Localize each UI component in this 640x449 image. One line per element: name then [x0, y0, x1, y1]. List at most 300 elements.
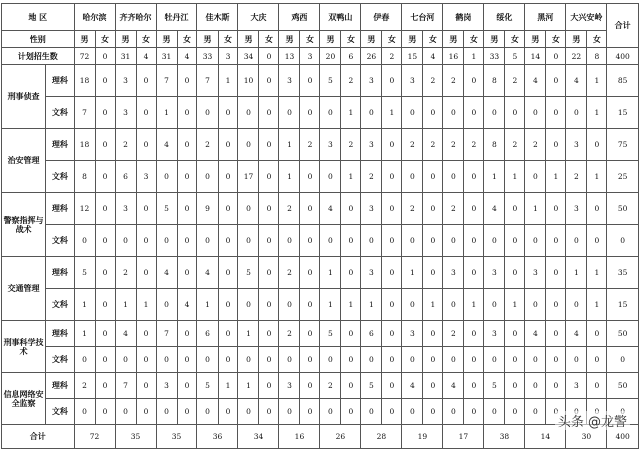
plan-cell: 8 — [587, 48, 607, 65]
data-cell: 0 — [136, 129, 156, 161]
subject-label: 文科 — [46, 347, 74, 373]
data-cell: 0 — [402, 347, 423, 373]
data-cell: 1 — [341, 97, 361, 129]
data-cell: 0 — [546, 289, 566, 321]
data-cell: 0 — [156, 347, 177, 373]
data-cell: 0 — [505, 321, 525, 347]
data-cell: 4 — [443, 373, 464, 399]
subject-label: 文科 — [46, 289, 74, 321]
data-cell: 4 — [402, 373, 423, 399]
data-cell: 4 — [484, 193, 505, 225]
data-cell: 0 — [546, 373, 566, 399]
data-cell: 0 — [382, 129, 402, 161]
total-cell: 17 — [443, 425, 484, 449]
female-label: 女 — [177, 31, 197, 48]
table-row — [2, 347, 639, 373]
data-cell: 0 — [484, 97, 505, 129]
data-cell: 0 — [136, 321, 156, 347]
data-cell: 0 — [587, 373, 607, 399]
data-cell: 2 — [115, 129, 136, 161]
data-cell: 0 — [259, 225, 279, 257]
region-name: 齐齐哈尔 — [115, 4, 156, 31]
data-cell: 6 — [361, 321, 382, 347]
data-cell: 0 — [484, 289, 505, 321]
data-cell: 0 — [218, 193, 238, 225]
subject-label: 理科 — [46, 193, 74, 225]
total-cell: 72 — [74, 425, 115, 449]
data-cell: 5 — [320, 321, 341, 347]
data-cell: 7 — [115, 373, 136, 399]
data-cell: 3 — [361, 257, 382, 289]
data-cell: 0 — [177, 373, 197, 399]
data-cell: 3 — [402, 65, 423, 97]
data-cell: 0 — [525, 225, 546, 257]
data-cell: 0 — [443, 161, 464, 193]
data-cell: 0 — [341, 225, 361, 257]
data-cell: 0 — [197, 161, 218, 193]
data-cell: 1 — [197, 289, 218, 321]
data-cell: 0 — [587, 193, 607, 225]
plan-cell: 33 — [197, 48, 218, 65]
subject-label: 理科 — [46, 129, 74, 161]
data-cell: 0 — [566, 225, 587, 257]
data-cell: 0 — [566, 289, 587, 321]
data-cell: 0 — [156, 399, 177, 425]
data-cell: 0 — [115, 347, 136, 373]
subject-label: 文科 — [46, 399, 74, 425]
subject-label: 理科 — [46, 257, 74, 289]
data-cell: 0 — [423, 225, 443, 257]
data-cell: 0 — [320, 399, 341, 425]
table-row — [2, 65, 639, 97]
female-label: 女 — [300, 31, 320, 48]
data-cell: 1 — [382, 97, 402, 129]
plan-cell: 4 — [177, 48, 197, 65]
data-cell: 3 — [279, 65, 300, 97]
plan-cell: 0 — [259, 48, 279, 65]
data-cell: 0 — [587, 347, 607, 373]
male-label: 男 — [361, 31, 382, 48]
data-cell: 5 — [361, 373, 382, 399]
data-cell: 7 — [197, 65, 218, 97]
data-cell: 5 — [238, 257, 259, 289]
data-cell: 0 — [484, 225, 505, 257]
data-cell: 0 — [218, 347, 238, 373]
data-cell: 0 — [525, 399, 546, 425]
data-cell: 2 — [74, 373, 95, 399]
male-label: 男 — [197, 31, 218, 48]
data-cell: 0 — [136, 373, 156, 399]
data-cell: 0 — [464, 347, 484, 373]
data-cell: 0 — [218, 161, 238, 193]
female-label: 女 — [136, 31, 156, 48]
table-row — [2, 321, 639, 347]
data-cell: 2 — [197, 129, 218, 161]
data-cell: 0 — [607, 347, 639, 373]
data-cell: 0 — [525, 289, 546, 321]
data-cell: 0 — [464, 97, 484, 129]
data-cell: 8 — [74, 161, 95, 193]
data-cell: 10 — [238, 65, 259, 97]
data-cell: 18 — [74, 65, 95, 97]
data-cell: 3 — [361, 65, 382, 97]
data-cell: 2 — [300, 129, 320, 161]
data-cell: 1 — [587, 257, 607, 289]
data-cell: 1 — [587, 289, 607, 321]
data-cell: 0 — [136, 193, 156, 225]
subject-label: 理科 — [46, 373, 74, 399]
region-name: 佳木斯 — [197, 4, 238, 31]
data-cell: 2 — [443, 321, 464, 347]
total-header: 合计 — [607, 4, 639, 48]
data-cell: 0 — [382, 289, 402, 321]
data-cell: 0 — [525, 97, 546, 129]
data-cell: 1 — [546, 161, 566, 193]
data-cell: 0 — [95, 257, 115, 289]
data-cell: 0 — [74, 225, 95, 257]
data-cell: 0 — [525, 373, 546, 399]
data-cell: 1 — [279, 161, 300, 193]
plan-cell: 20 — [320, 48, 341, 65]
data-cell: 0 — [156, 225, 177, 257]
plan-cell: 14 — [525, 48, 546, 65]
data-cell: 0 — [505, 373, 525, 399]
data-cell: 7 — [156, 321, 177, 347]
female-label: 女 — [587, 31, 607, 48]
plan-cell: 31 — [156, 48, 177, 65]
data-cell: 0 — [218, 257, 238, 289]
data-cell: 0 — [402, 225, 423, 257]
data-cell: 3 — [136, 161, 156, 193]
data-cell: 0 — [443, 289, 464, 321]
data-cell: 0 — [300, 225, 320, 257]
gender-header: 性别 — [2, 31, 75, 48]
data-cell: 0 — [423, 347, 443, 373]
data-cell: 0 — [587, 129, 607, 161]
subject-label: 理科 — [46, 321, 74, 347]
data-cell: 50 — [607, 193, 639, 225]
data-cell: 0 — [546, 321, 566, 347]
region-name: 黑河 — [525, 4, 566, 31]
plan-cell: 22 — [566, 48, 587, 65]
total-cell: 35 — [156, 425, 197, 449]
subject-label: 文科 — [46, 97, 74, 129]
data-cell: 0 — [402, 399, 423, 425]
data-cell: 0 — [95, 225, 115, 257]
data-cell: 85 — [607, 65, 639, 97]
data-cell: 0 — [443, 97, 464, 129]
data-cell: 0 — [300, 399, 320, 425]
data-cell: 0 — [341, 373, 361, 399]
region-name: 七台河 — [402, 4, 443, 31]
data-cell: 0 — [320, 347, 341, 373]
data-cell: 0 — [218, 225, 238, 257]
plan-cell: 13 — [279, 48, 300, 65]
data-cell: 0 — [136, 97, 156, 129]
data-cell: 0 — [259, 161, 279, 193]
data-cell: 7 — [74, 97, 95, 129]
data-cell: 1 — [218, 373, 238, 399]
plan-cell: 15 — [402, 48, 423, 65]
data-cell: 4 — [566, 321, 587, 347]
data-cell: 0 — [300, 373, 320, 399]
data-cell: 0 — [402, 289, 423, 321]
data-cell: 0 — [197, 225, 218, 257]
data-cell: 0 — [259, 399, 279, 425]
data-cell: 0 — [382, 161, 402, 193]
data-cell: 2 — [443, 65, 464, 97]
data-cell: 0 — [443, 225, 464, 257]
data-cell: 5 — [197, 373, 218, 399]
data-cell: 0 — [238, 193, 259, 225]
plan-cell: 2 — [382, 48, 402, 65]
data-cell: 3 — [566, 129, 587, 161]
data-cell: 4 — [525, 65, 546, 97]
data-cell: 0 — [279, 289, 300, 321]
plan-cell: 4 — [423, 48, 443, 65]
data-cell: 0 — [546, 97, 566, 129]
data-cell: 2 — [361, 161, 382, 193]
data-cell: 0 — [197, 97, 218, 129]
female-label: 女 — [341, 31, 361, 48]
data-cell: 0 — [402, 161, 423, 193]
data-cell: 8 — [484, 65, 505, 97]
data-cell: 0 — [300, 65, 320, 97]
data-cell: 0 — [197, 347, 218, 373]
male-label: 男 — [115, 31, 136, 48]
data-cell: 0 — [505, 347, 525, 373]
data-cell: 2 — [279, 193, 300, 225]
data-cell: 0 — [259, 65, 279, 97]
data-cell: 4 — [177, 289, 197, 321]
data-cell: 0 — [115, 225, 136, 257]
totals-row — [2, 425, 639, 449]
data-cell: 2 — [402, 193, 423, 225]
data-cell: 1 — [525, 193, 546, 225]
plan-cell: 5 — [505, 48, 525, 65]
region-name: 伊春 — [361, 4, 402, 31]
data-cell: 3 — [484, 257, 505, 289]
total-cell: 38 — [484, 425, 525, 449]
data-cell: 0 — [423, 193, 443, 225]
data-cell: 0 — [259, 289, 279, 321]
region-name: 哈尔滨 — [74, 4, 115, 31]
region-header: 地 区 — [2, 4, 75, 31]
plan-cell: 16 — [443, 48, 464, 65]
female-label: 女 — [382, 31, 402, 48]
data-cell: 1 — [361, 289, 382, 321]
data-cell: 0 — [443, 399, 464, 425]
total-cell: 400 — [607, 425, 639, 449]
data-cell: 15 — [607, 289, 639, 321]
category-name: 治安管理 — [2, 129, 46, 193]
data-cell: 0 — [505, 225, 525, 257]
data-cell: 12 — [74, 193, 95, 225]
plan-cell: 3 — [300, 48, 320, 65]
data-cell: 0 — [238, 129, 259, 161]
data-cell: 0 — [566, 97, 587, 129]
data-cell: 0 — [464, 373, 484, 399]
data-cell: 0 — [464, 161, 484, 193]
data-cell: 0 — [177, 321, 197, 347]
data-cell: 0 — [177, 65, 197, 97]
data-cell: 0 — [525, 347, 546, 373]
data-cell: 0 — [505, 399, 525, 425]
data-cell: 0 — [218, 399, 238, 425]
data-cell: 1 — [238, 373, 259, 399]
region-name: 鹤岗 — [443, 4, 484, 31]
female-label: 女 — [546, 31, 566, 48]
subject-label: 文科 — [46, 225, 74, 257]
data-cell: 0 — [361, 97, 382, 129]
data-cell: 0 — [300, 97, 320, 129]
data-cell: 0 — [259, 321, 279, 347]
table-row — [2, 193, 639, 225]
data-cell: 1 — [505, 289, 525, 321]
data-cell: 4 — [197, 257, 218, 289]
data-cell: 7 — [156, 65, 177, 97]
data-cell: 2 — [341, 65, 361, 97]
watermark: 头条 @龙警 — [555, 411, 630, 430]
data-cell: 0 — [587, 321, 607, 347]
data-cell: 1 — [484, 161, 505, 193]
data-cell: 3 — [566, 373, 587, 399]
plan-cell: 0 — [546, 48, 566, 65]
data-cell: 0 — [341, 321, 361, 347]
male-label: 男 — [238, 31, 259, 48]
data-cell: 0 — [218, 321, 238, 347]
category-name: 信息网络安全监察 — [2, 373, 46, 425]
male-label: 男 — [525, 31, 546, 48]
data-cell: 0 — [361, 399, 382, 425]
plan-cell: 4 — [136, 48, 156, 65]
data-cell: 0 — [279, 347, 300, 373]
data-cell: 0 — [464, 399, 484, 425]
total-cell: 34 — [238, 425, 279, 449]
data-cell: 0 — [382, 65, 402, 97]
female-label: 女 — [464, 31, 484, 48]
data-cell: 25 — [607, 161, 639, 193]
data-cell: 0 — [238, 225, 259, 257]
data-cell: 0 — [136, 257, 156, 289]
male-label: 男 — [156, 31, 177, 48]
data-cell: 18 — [74, 129, 95, 161]
data-cell: 0 — [464, 193, 484, 225]
data-cell: 3 — [115, 193, 136, 225]
data-cell: 1 — [587, 97, 607, 129]
data-cell: 0 — [136, 65, 156, 97]
data-cell: 0 — [177, 225, 197, 257]
data-cell: 0 — [95, 321, 115, 347]
data-cell: 9 — [197, 193, 218, 225]
data-cell: 4 — [156, 129, 177, 161]
data-cell: 0 — [382, 257, 402, 289]
data-cell: 0 — [505, 193, 525, 225]
data-cell: 0 — [341, 347, 361, 373]
data-cell: 0 — [525, 161, 546, 193]
data-cell: 2 — [505, 65, 525, 97]
male-label: 男 — [484, 31, 505, 48]
enrollment-table — [1, 3, 639, 449]
category-name: 警察指挥与战术 — [2, 193, 46, 257]
data-cell: 0 — [259, 373, 279, 399]
data-cell: 0 — [361, 347, 382, 373]
data-cell: 0 — [136, 347, 156, 373]
male-label: 男 — [566, 31, 587, 48]
data-cell: 0 — [177, 97, 197, 129]
data-cell: 0 — [300, 347, 320, 373]
data-cell: 0 — [197, 399, 218, 425]
data-cell: 0 — [136, 225, 156, 257]
data-cell: 4 — [320, 193, 341, 225]
table-row — [2, 399, 639, 425]
region-name: 鸡西 — [279, 4, 320, 31]
data-cell: 2 — [505, 129, 525, 161]
data-cell: 0 — [218, 129, 238, 161]
data-cell: 0 — [218, 97, 238, 129]
data-cell: 0 — [74, 399, 95, 425]
data-cell: 0 — [115, 399, 136, 425]
region-name: 牡丹江 — [156, 4, 197, 31]
data-cell: 2 — [115, 257, 136, 289]
data-cell: 0 — [300, 193, 320, 225]
data-cell: 0 — [320, 225, 341, 257]
female-label: 女 — [259, 31, 279, 48]
data-cell: 0 — [546, 347, 566, 373]
data-cell: 3 — [443, 257, 464, 289]
data-cell: 0 — [95, 289, 115, 321]
data-cell: 50 — [607, 373, 639, 399]
data-cell: 0 — [136, 399, 156, 425]
table-row — [2, 225, 639, 257]
table-row — [2, 289, 639, 321]
data-cell: 0 — [382, 347, 402, 373]
total-cell: 28 — [361, 425, 402, 449]
female-label: 女 — [423, 31, 443, 48]
data-cell: 0 — [587, 225, 607, 257]
data-cell: 1 — [423, 289, 443, 321]
data-cell: 0 — [300, 321, 320, 347]
data-cell: 2 — [341, 129, 361, 161]
data-cell: 0 — [546, 257, 566, 289]
data-cell: 0 — [423, 321, 443, 347]
data-cell: 0 — [238, 399, 259, 425]
data-cell: 0 — [341, 257, 361, 289]
data-cell: 2 — [279, 257, 300, 289]
total-cell: 35 — [115, 425, 156, 449]
data-cell: 1 — [320, 289, 341, 321]
data-cell: 1 — [279, 129, 300, 161]
data-cell: 0 — [177, 129, 197, 161]
data-cell: 0 — [464, 225, 484, 257]
data-cell: 0 — [546, 129, 566, 161]
data-cell: 1 — [464, 289, 484, 321]
data-cell: 3 — [402, 321, 423, 347]
subject-label: 理科 — [46, 65, 74, 97]
data-cell: 0 — [95, 97, 115, 129]
data-cell: 1 — [341, 289, 361, 321]
data-cell: 0 — [607, 225, 639, 257]
data-cell: 2 — [525, 129, 546, 161]
data-cell: 1 — [587, 65, 607, 97]
total-cell: 26 — [320, 425, 361, 449]
data-cell: 15 — [607, 97, 639, 129]
data-cell: 2 — [566, 161, 587, 193]
female-label: 女 — [505, 31, 525, 48]
data-cell: 2 — [443, 193, 464, 225]
total-cell: 14 — [525, 425, 566, 449]
data-cell: 0 — [382, 399, 402, 425]
